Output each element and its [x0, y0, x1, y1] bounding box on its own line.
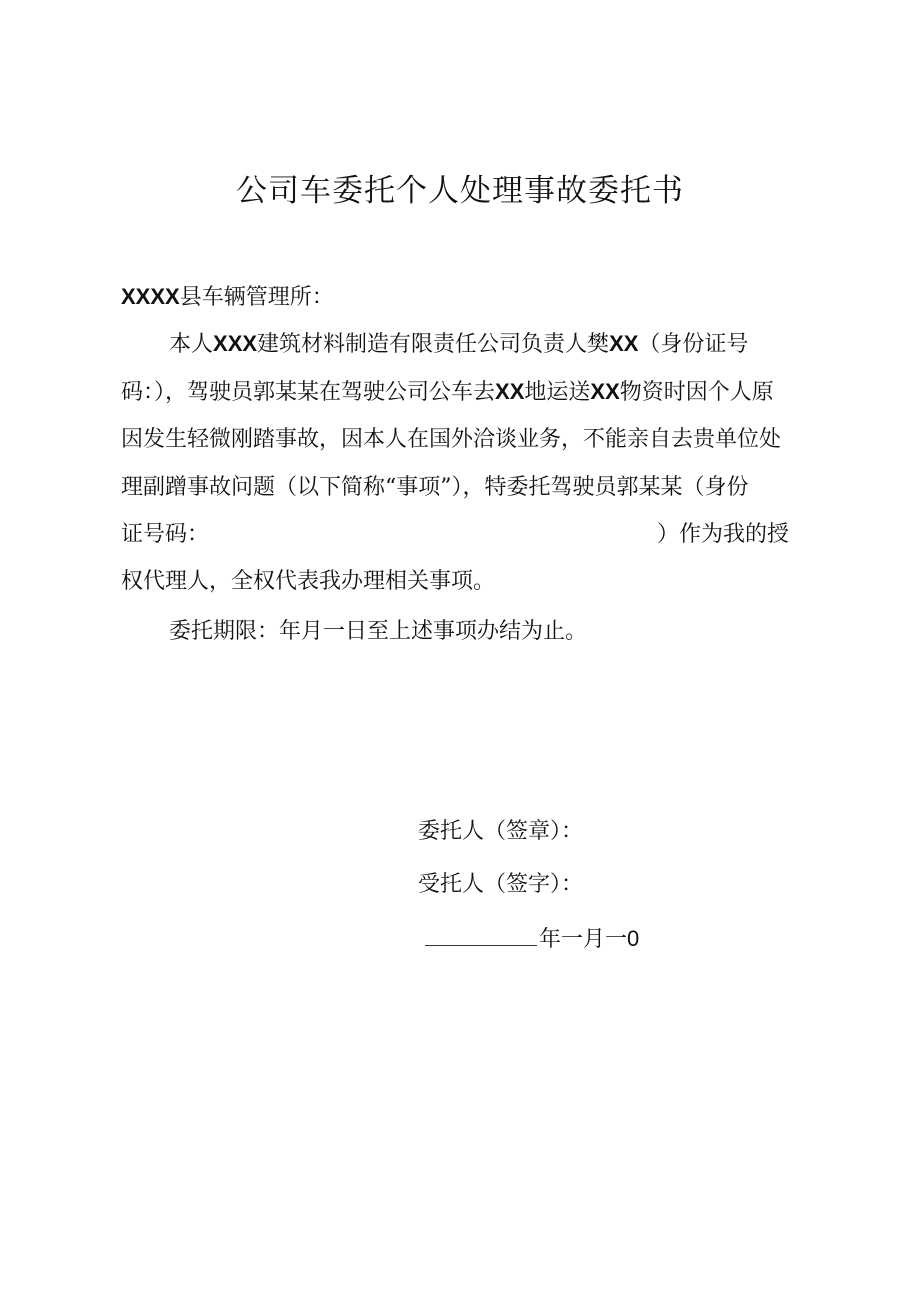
placeholder-xx: XX [495, 379, 525, 404]
paragraph-line-2 [121, 377, 774, 408]
date-suffix: 0 [627, 926, 640, 951]
paragraph-line-5 [121, 520, 797, 550]
text-segment: 建筑材料制造有限责任公司负责人樊 [257, 332, 610, 357]
placeholder-xxx: XXX [213, 331, 258, 356]
placeholder-xx: XX [590, 379, 620, 404]
agent-signature-line: 受托人（签字）： [418, 872, 584, 897]
placeholder-xx: XX [609, 331, 639, 356]
paragraph-line-1 [169, 329, 748, 360]
text-segment: （身份证号 [638, 332, 749, 357]
paragraph-line-3: 因发生轻微刚踏事故，因本人在国外洽谈业务，不能亲自去贵单位处 [121, 427, 782, 452]
text-segment: ）作为我的授 [657, 522, 790, 547]
date-text: 年一月一 [539, 927, 628, 952]
date-blank [425, 927, 537, 946]
addressee-code: XXXX [121, 284, 180, 309]
text-segment: 物资时因个人原 [619, 380, 774, 405]
addressee-line [121, 282, 334, 313]
text-segment: 本人 [169, 332, 214, 357]
text-segment: 地运送 [524, 380, 591, 405]
paragraph-line-6: 权代理人，全权代表我办理相关事项。 [121, 569, 496, 594]
addressee-text: 县车辆管理所： [179, 285, 334, 310]
paragraph-line-4: 理副蹭事故问题（以下简称“事项”），特委托驾驶员郭某某（身份 [121, 475, 749, 500]
date-line [425, 924, 639, 955]
document-title: 公司车委托个人处理事故委托书 [236, 173, 684, 209]
principal-signature-line: 委托人（签章）： [418, 819, 584, 844]
authorization-period: 委托期限：年月一日至上述事项办结为止。 [169, 619, 588, 644]
text-segment: 码：），驾驶员郭某某在驾驶公司公车去 [121, 380, 496, 405]
id-number-label: 证号码： [121, 522, 210, 547]
